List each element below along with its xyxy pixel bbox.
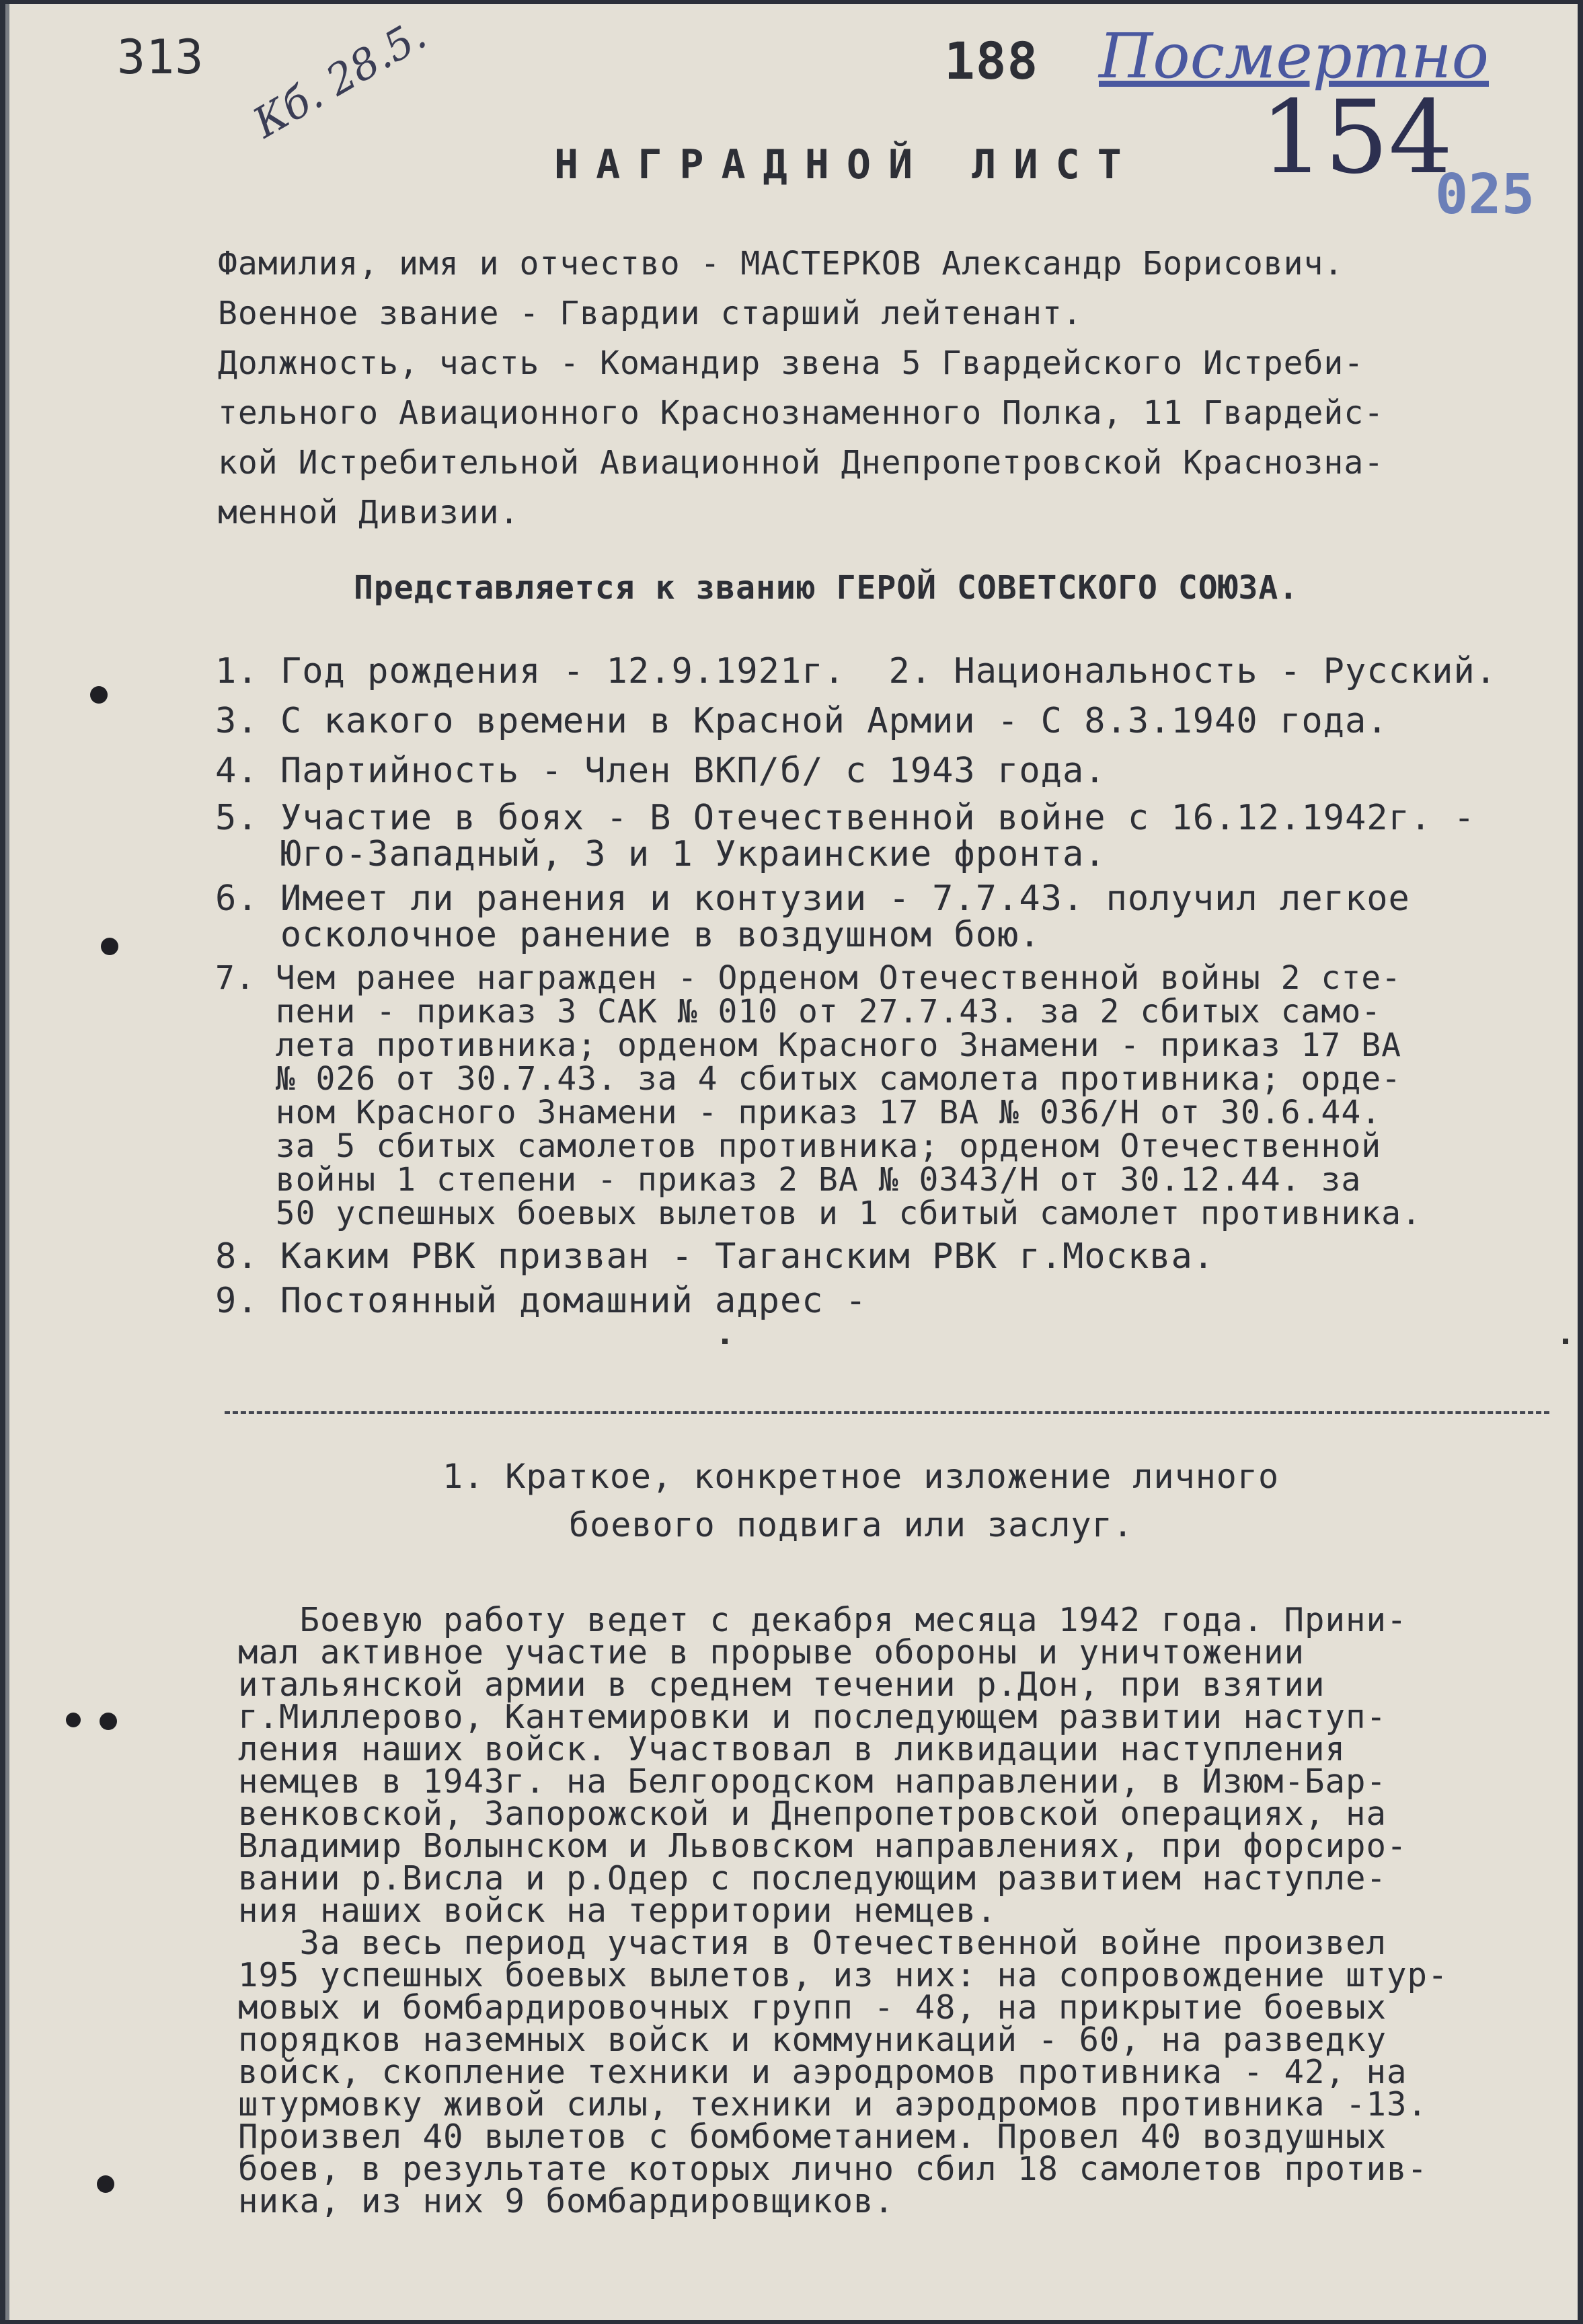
item-army-since: 3. С какого времени в Красной Армии - С 8.3.1940 года.	[215, 701, 1389, 741]
body-line: венковской, Запорожской и Днепропетровской операциях, на	[238, 1795, 1387, 1833]
section-divider	[225, 1411, 1549, 1414]
position-line: Должность, часть - Командир звена 5 Гвардейского Истреби-	[218, 344, 1364, 382]
page-mark	[1563, 1339, 1568, 1344]
body-line: мал активное участие в прорыве обороны и уничтожении	[238, 1633, 1305, 1672]
item-awards-line: за 5 сбитых самолетов противника; орденом Отечественной	[215, 1127, 1382, 1165]
item-birth-nationality: 1. Год рождения - 12.9.1921г. 2. Национальность - Русский.	[215, 651, 1498, 691]
body-line: ника, из них 9 бомбардировщиков.	[238, 2182, 895, 2220]
position-line: менной Дивизии.	[218, 494, 520, 531]
body-line: боев, в результате которых лично сбил 18 самолетов против-	[238, 2150, 1428, 2188]
rank-line: Военное звание - Гвардии старший лейтенант.	[218, 295, 1083, 332]
handwritten-number: 154	[1260, 79, 1453, 196]
binding-hole	[90, 686, 108, 704]
body-line: 195 успешных боевых вылетов, из них: на сопровождение штур-	[238, 1956, 1449, 1994]
section-heading: 1. Краткое, конкретное изложение личного	[442, 1457, 1280, 1496]
redacted-address	[897, 1279, 1556, 1340]
item-battles: Юго-Западный, 3 и 1 Украинские фронта.	[215, 834, 1106, 874]
body-line: Боевую работу ведет с декабря месяца 1942 года. Прини-	[238, 1601, 1407, 1639]
body-line: За весь период участия в Отечественной войне произвел	[238, 1924, 1387, 1962]
item-awards-line: лета противника; орденом Красного Знамени - приказ 17 ВА	[215, 1026, 1402, 1064]
item-battles: 5. Участие в боях - В Отечественной войне с 16.12.1942г. -	[215, 798, 1475, 838]
item-awards-line: № 026 от 30.7.43. за 4 сбитых самолета противника; орде-	[215, 1060, 1402, 1098]
body-line: Произвел 40 вылетов с бомбометанием. Провел 40 воздушных	[238, 2117, 1387, 2156]
binding-hole	[66, 1713, 81, 1727]
name-line: Фамилия, имя и отчество - МАСТЕРКОВ Александр Борисович.	[218, 245, 1344, 283]
item-draft-office: 8. Каким РВК призван - Таганским РВК г.Москва.	[215, 1236, 1215, 1277]
item-awards-line: ном Красного Знамени - приказ 17 ВА № 036/Н от 30.6.44.	[215, 1094, 1382, 1131]
body-line: немцев в 1943г. на Белгородском направлении, в Изюм-Бар-	[238, 1762, 1387, 1801]
item-wounds: осколочное ранение в воздушном бою.	[215, 915, 1041, 955]
page-title: НАГРАДНОЙ ЛИСТ	[554, 141, 1139, 188]
posthumous-note: Посмертно	[1099, 20, 1489, 92]
nomination-line: Представляется к званию ГЕРОЙ СОВЕТСКОГО СОЮЗА.	[354, 569, 1299, 607]
corner-note: Кб. 28.5.	[245, 9, 434, 148]
body-line: порядков наземных войск и коммуникаций - 60, на разведку	[238, 2021, 1387, 2059]
body-line: вании р.Висла и р.Одер с последующим развитием наступле-	[238, 1859, 1387, 1898]
item-awards-line: 50 успешных боевых вылетов и 1 сбитый самолет противника.	[215, 1195, 1422, 1232]
stamp-number: 025	[1435, 163, 1535, 227]
body-line: г.Миллерово, Кантемировки и последующем развитии наступ-	[238, 1698, 1387, 1736]
item-awards-line: 7. Чем ранее награжден - Орденом Отечественной войны 2 сте-	[215, 959, 1402, 997]
binding-hole	[100, 1713, 117, 1730]
body-line: ния наших войск на территории немцев.	[238, 1891, 997, 1930]
page-mark	[722, 1339, 728, 1344]
position-line: кой Истребительной Авиационной Днепропетровской Краснозна-	[218, 444, 1385, 482]
binding-hole	[101, 938, 118, 955]
item-awards-line: пени - приказ 3 САК № 010 от 27.7.43. за 2 сбитых само-	[215, 993, 1382, 1030]
item-home-address: 9. Постоянный домашний адрес -	[215, 1281, 867, 1321]
archive-number: 313	[117, 30, 204, 85]
item-party: 4. Партийность - Член ВКП/б/ с 1943 года.	[215, 751, 1106, 791]
binding-hole	[97, 2175, 114, 2193]
position-line: тельного Авиационного Краснознаменного Полка, 11 Гвардейс-	[218, 394, 1385, 432]
award-sheet	[5, 4, 1578, 2320]
folio-number: 188	[944, 31, 1039, 91]
body-line: итальянской армии в среднем течении р.Дон, при взятии	[238, 1665, 1325, 1704]
body-line: Владимир Волынском и Львовском направлениях, при форсиро-	[238, 1827, 1407, 1865]
body-line: мовых и бомбардировочных групп - 48, на прикрытие боевых	[238, 1988, 1387, 2027]
item-wounds: 6. Имеет ли ранения и контузии - 7.7.43. получил легкое	[215, 878, 1410, 919]
body-line: ления наших войск. Участвовал в ликвидации наступления	[238, 1730, 1346, 1768]
body-line: войск, скопление техники и аэродромов противника - 42, на	[238, 2053, 1407, 2091]
section-heading: боевого подвига или заслуг.	[569, 1505, 1134, 1544]
body-line: штурмовку живой силы, техники и аэродромов противника -13.	[238, 2085, 1428, 2124]
item-awards-line: войны 1 степени - приказ 2 ВА № 0343/Н от 30.12.44. за	[215, 1161, 1362, 1199]
